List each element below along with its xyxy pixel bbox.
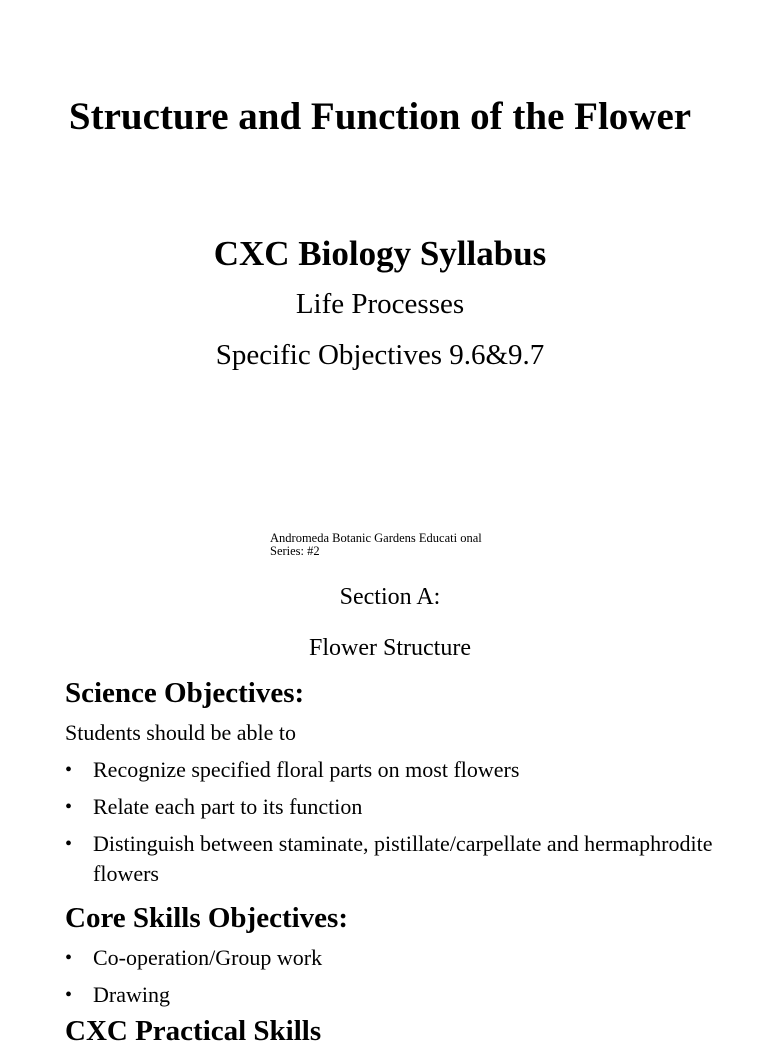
list-item bbox=[65, 755, 745, 785]
list-item bbox=[65, 829, 745, 889]
cxc-practical-skills-heading: CXC Practical Skills bbox=[65, 1015, 322, 1047]
list-item-text: Distinguish between staminate, pistillate/carpellate and hermaphrodite flowers bbox=[93, 831, 713, 886]
series-note: Andromeda Botanic Gardens Educati onal Series: #2 bbox=[270, 531, 482, 558]
section-label: Section A: bbox=[339, 584, 441, 610]
core-skills-heading: Core Skills Objectives: bbox=[65, 902, 348, 934]
list-item-text: Relate each part to its function bbox=[93, 794, 363, 819]
topic-line: Life Processes bbox=[295, 288, 465, 320]
list-item-text: Drawing bbox=[93, 982, 170, 1007]
science-intro: Students should be able to bbox=[65, 720, 296, 745]
page-title: Structure and Function of the Flower bbox=[68, 95, 692, 138]
bullet-icon: • bbox=[65, 796, 73, 818]
science-objectives-heading: Science Objectives: bbox=[65, 677, 305, 709]
syllabus-subtitle: CXC Biology Syllabus bbox=[213, 234, 547, 273]
list-item-text: Recognize specified floral parts on most flowers bbox=[93, 757, 520, 782]
bullet-icon: • bbox=[65, 833, 73, 855]
objectives-reference: Specific Objectives 9.6&9.7 bbox=[215, 339, 545, 371]
list-item bbox=[65, 792, 745, 822]
list-item-text: Co-operation/Group work bbox=[93, 945, 323, 970]
section-title: Flower Structure bbox=[309, 635, 471, 661]
core-skills-list bbox=[65, 943, 745, 1017]
bullet-icon: • bbox=[65, 759, 73, 781]
list-item bbox=[65, 980, 745, 1010]
bullet-icon: • bbox=[65, 984, 73, 1006]
bullet-icon: • bbox=[65, 947, 73, 969]
list-item bbox=[65, 943, 745, 973]
science-objectives-list bbox=[65, 755, 745, 896]
